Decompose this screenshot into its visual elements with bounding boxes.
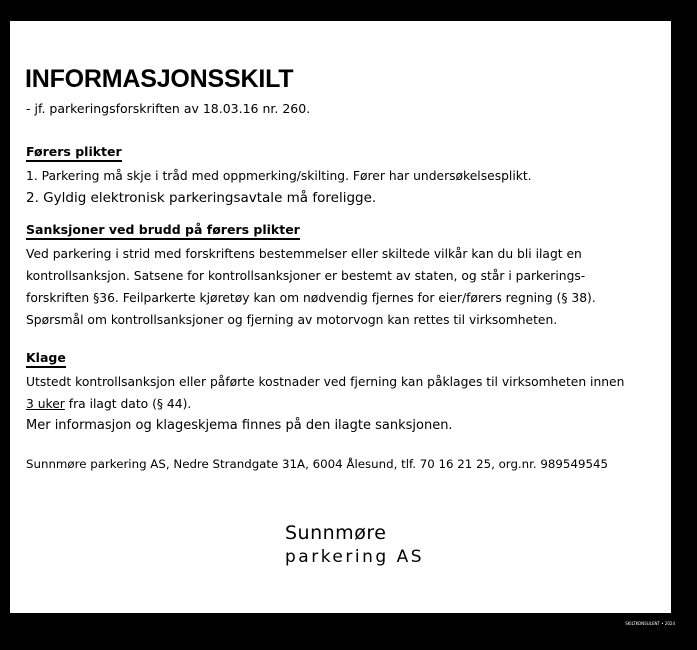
sign-title: INFORMASJONSSKILT xyxy=(25,65,294,93)
sanctions-line: Ved parkering i strid med forskriftens bestemmelser eller skiltede vilkår kan du bli ilagt en xyxy=(26,247,582,261)
information-sign xyxy=(10,21,671,613)
section-complaint xyxy=(26,347,666,437)
driver-duties-heading: Førers plikter xyxy=(26,144,122,162)
logo-subtitle: parkering AS xyxy=(285,547,424,567)
section-driver-duties xyxy=(26,141,666,209)
duty-item: 2. Gyldig elektronisk parkeringsavtale må foreligge. xyxy=(26,190,377,206)
complaint-line: Utstedt kontrollsanksjon eller påførte kostnader ved fjerning kan påklages til virksomheten innen xyxy=(26,375,625,389)
complaint-heading: Klage xyxy=(26,350,66,368)
sanctions-line: kontrollsanksjon. Satsene for kontrollsanksjoner er bestemt av staten, og står i parkerings- xyxy=(26,269,586,283)
duty-item: 1. Parkering må skje i tråd med oppmerking/skilting. Fører har undersøkelsesplikt. xyxy=(26,169,532,183)
sanctions-line: forskriften §36. Feilparkerte kjøretøy kan om nødvendig fjernes for eier/førers regning (§ 38). xyxy=(26,291,596,305)
print-stamp: SKILTKONSULENT • 2024 xyxy=(625,621,675,626)
section-sanctions xyxy=(26,219,666,331)
sanctions-line: Spørsmål om kontrollsanksjoner og fjerning av motorvogn kan rettes til virksomheten. xyxy=(26,313,558,327)
complaint-text xyxy=(26,371,666,437)
complaint-line: Mer informasjon og klageskjema finnes på den ilagte sanksjonen. xyxy=(26,418,453,433)
complaint-deadline: 3 uker xyxy=(26,397,65,411)
sanctions-text xyxy=(26,243,666,331)
complaint-date-text: fra ilagt dato (§ 44). xyxy=(64,397,192,411)
driver-duties-list xyxy=(26,165,666,209)
sanctions-heading: Sanksjoner ved brudd på førers plikter xyxy=(26,222,300,240)
company-contact: Sunnmøre parkering AS, Nedre Strandgate 31A, 6004 Ålesund, tlf. 70 16 21 25, org.nr. 989549545 xyxy=(26,457,608,471)
logo-name: Sunnmøre xyxy=(285,522,387,544)
regulation-reference: - jf. parkeringsforskriften av 18.03.16 nr. 260. xyxy=(26,101,311,116)
company-logo xyxy=(285,521,424,569)
complaint-line xyxy=(26,393,666,415)
